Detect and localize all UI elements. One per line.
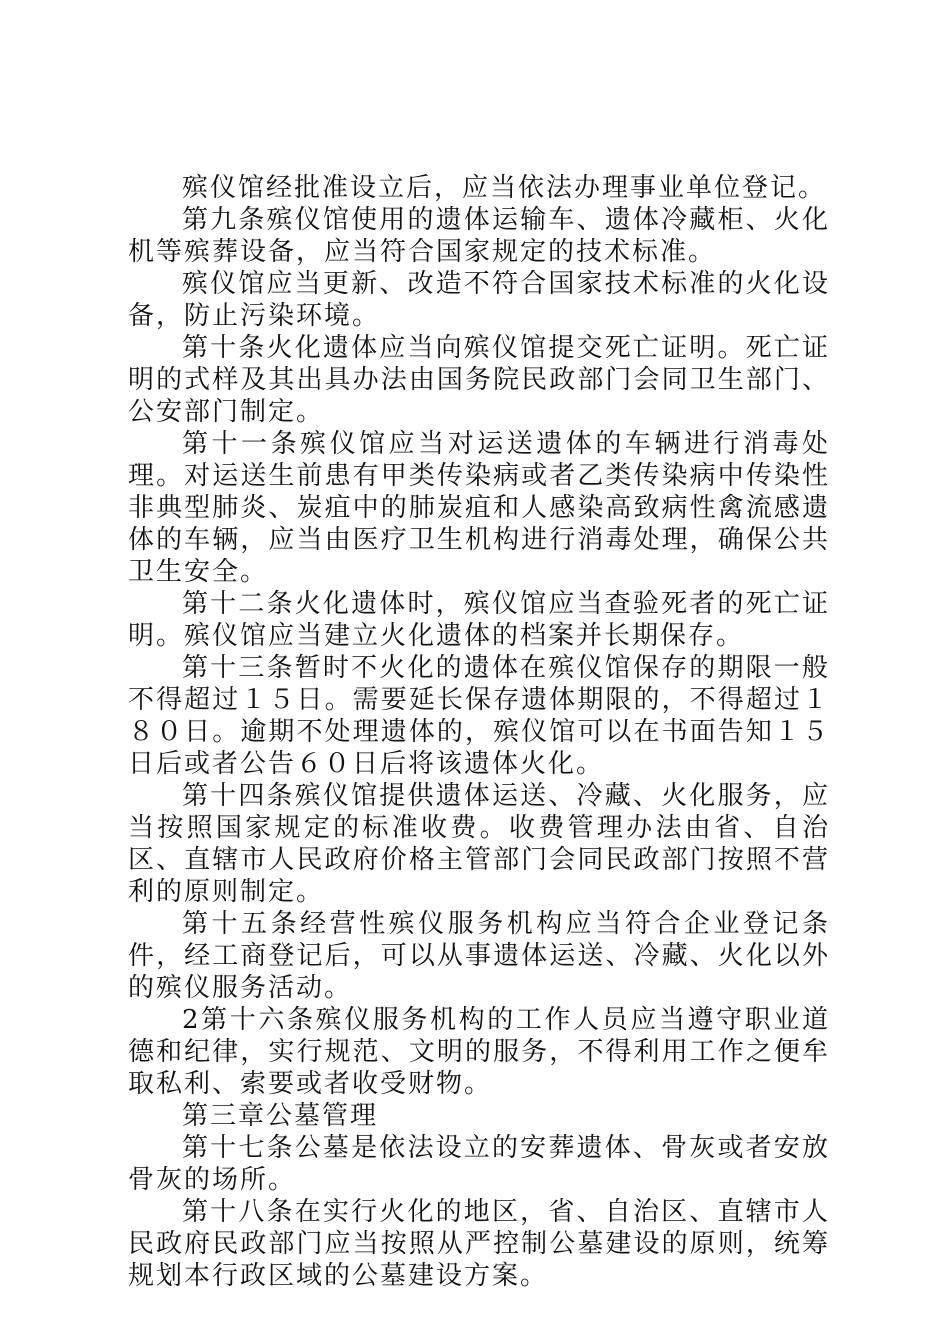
paragraph-article-16: 2第十六条殡仪服务机构的工作人员应当遵守职业道德和纪律，实行规范、文明的服务，不得利用工作之便牟取私利、索要或者收受财物。	[128, 1005, 830, 1099]
chapter-heading: 第三章公墓管理	[182, 1101, 379, 1131]
paragraph-registration: 殡仪馆经批准设立后，应当依法办理事业单位登记。	[182, 173, 827, 203]
document-body	[128, 172, 830, 1292]
paragraph-article-14: 第十四条殡仪馆提供遗体运送、冷藏、火化服务，应当按照国家规定的标准收费。收费管理办法由省、自治区、直辖市人民政府价格主管部门会同民政部门按照不营利的原则制定。	[128, 781, 830, 907]
paragraph-article-18: 第十八条在实行火化的地区，省、自治区、直辖市人民政府民政部门应当按照从严控制公墓建设的原则，统筹规划本行政区域的公墓建设方案。	[128, 1197, 830, 1291]
paragraph-article-17: 第十七条公墓是依法设立的安葬遗体、骨灰或者安放骨灰的场所。	[128, 1133, 830, 1195]
paragraph-article-10: 第十条火化遗体应当向殡仪馆提交死亡证明。死亡证明的式样及其出具办法由国务院民政部门会同卫生部门、公安部门制定。	[128, 333, 830, 427]
paragraph-article-12: 第十二条火化遗体时，殡仪馆应当查验死者的死亡证明。殡仪馆应当建立火化遗体的档案并长期保存。	[128, 589, 830, 651]
paragraph-article-15: 第十五条经营性殡仪服务机构应当符合企业登记条件，经工商登记后，可以从事遗体运送、冷藏、火化以外的殡仪服务活动。	[128, 909, 830, 1003]
paragraph-article-9: 第九条殡仪馆使用的遗体运输车、遗体冷藏柜、火化机等殡葬设备，应当符合国家规定的技术标准。	[128, 205, 830, 267]
paragraph-article-11: 第十一条殡仪馆应当对运送遗体的车辆进行消毒处理。对运送生前患有甲类传染病或者乙类传染病中传染性非典型肺炎、炭疽中的肺炭疽和人感染高致病性禽流感遗体的车辆，应当由医疗卫生机构进行消毒处理，确保公共卫生安全。	[128, 429, 830, 587]
paragraph-equipment-update: 殡仪馆应当更新、改造不符合国家技术标准的火化设备，防止污染环境。	[128, 269, 830, 331]
paragraph-article-13: 第十三条暂时不火化的遗体在殡仪馆保存的期限一般不得超过１５日。需要延长保存遗体期限的，不得超过１８０日。逾期不处理遗体的，殡仪馆可以在书面告知１５日后或者公告６０日后将该遗体火化。	[128, 653, 830, 779]
